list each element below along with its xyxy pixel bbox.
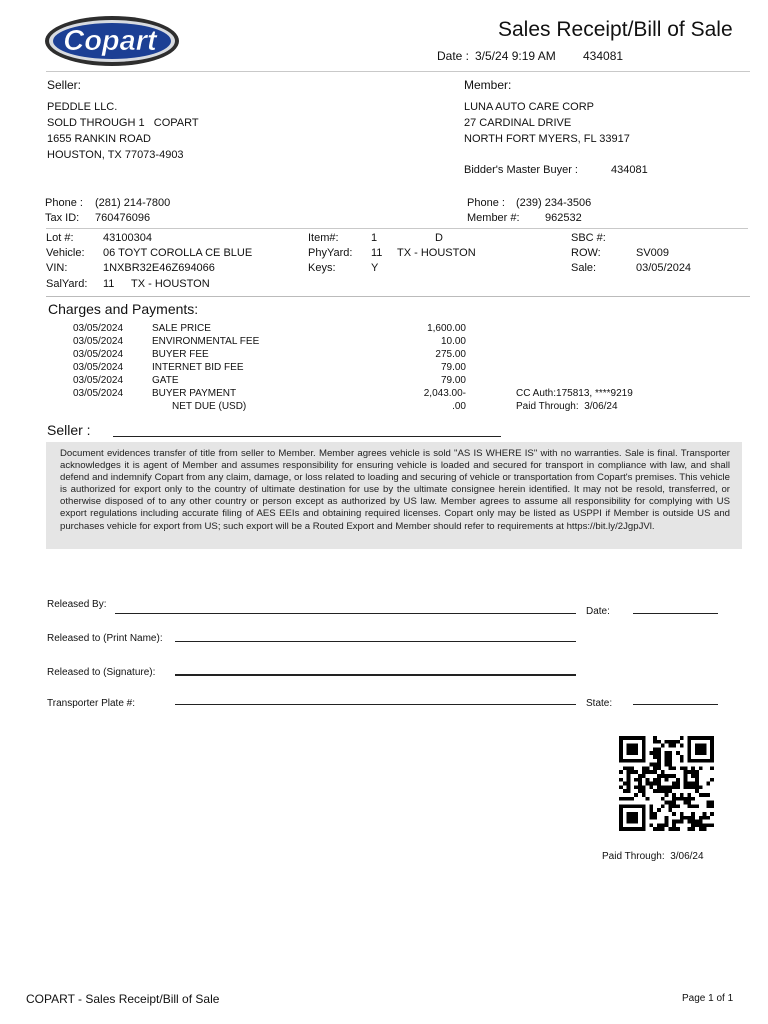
charge-amount: 1,600.00 [427, 323, 466, 334]
member-heading: Member: [464, 78, 512, 92]
phyyard-name: TX - HOUSTON [397, 247, 476, 259]
master-buyer-label: Bidder's Master Buyer : [464, 164, 578, 176]
page-number: Page 1 of 1 [682, 993, 734, 1004]
sale-date: 03/05/2024 [636, 262, 692, 274]
net-due-label: NET DUE (USD) [172, 401, 247, 412]
salyard-label: SalYard: [46, 278, 88, 290]
seller-taxid: 760476096 [95, 212, 151, 224]
paid-through: Paid Through: 3/06/24 [516, 401, 618, 412]
phyyard-label: PhyYard: [308, 247, 353, 259]
vehicle-label: Vehicle: [46, 247, 85, 259]
item-code: D [435, 232, 443, 244]
member-line: LUNA AUTO CARE CORP [464, 101, 594, 113]
seller-line: SOLD THROUGH 1 COPART [47, 117, 199, 129]
charge-description: BUYER FEE [152, 349, 209, 360]
seller-taxid-label: Tax ID: [45, 212, 80, 224]
member-number: 962532 [545, 212, 582, 224]
print-name-line[interactable] [175, 641, 576, 642]
divider [46, 71, 750, 72]
charge-note: CC Auth:175813, ****9219 [516, 388, 633, 399]
table-row [0, 374, 768, 387]
charge-amount: 2,043.00- [423, 388, 466, 399]
lot-number: 43100304 [103, 232, 152, 244]
table-row [0, 335, 768, 348]
page-title: Sales Receipt/Bill of Sale [498, 18, 733, 41]
phyyard-number: 11 [371, 247, 383, 259]
disclaimer-text: Document evidences transfer of title from seller to Member. Member agrees vehicle is sold "AS IS WHERE IS" with no warranties. Sale is final. Transporter acknowledges it is agent of Member and assumes responsibility for ensuring vehicle is loaded and secured for transport in compliance with law, and shall defend and indemnify Copart from any claim, damage, or loss related to loading and securing of vehicle or transportation from Copart's premises. This vehicle is authorized for export only to the country of ultimate destination for use by the ultimate consignee herein identified. It may not be resold, transferred, or otherwise disposed of to any other country or person except as authorized by US law. Member agrees to assume all responsibility for complying with US export regulations including accurate filing of AES EEIs and obtaining required licenses. Copart only may be listed as USPPI if Member is outside US and purchases vehicle for export from US; such export will be a Routed Export and Member should refer to requirements at https://bit.ly/2JgpJVl. [60, 448, 730, 532]
charge-description: ENVIRONMENTAL FEE [152, 336, 260, 347]
salyard-number: 11 [103, 278, 115, 290]
charge-date: 03/05/2024 [73, 323, 124, 334]
table-row [0, 348, 768, 361]
seller-phone-label: Phone : [45, 197, 83, 209]
seller-heading: Seller: [47, 78, 82, 92]
net-due-row [0, 400, 768, 413]
logo-text: Copart [63, 25, 157, 57]
copart-logo-icon [40, 14, 182, 68]
charge-date: 03/05/2024 [73, 375, 124, 386]
divider [46, 228, 748, 229]
released-by-label: Released By: [47, 599, 107, 610]
seller-line: 1655 RANKIN ROAD [47, 133, 151, 145]
charge-date: 03/05/2024 [73, 336, 124, 347]
vin-value: 1NXBR32E46Z694066 [103, 262, 215, 274]
qr-paid-through: Paid Through: 3/06/24 [602, 851, 704, 862]
table-row [0, 322, 768, 335]
charge-date: 03/05/2024 [73, 349, 124, 360]
charge-description: SALE PRICE [152, 323, 211, 334]
charge-amount: 79.00 [440, 375, 466, 386]
charge-date: 03/05/2024 [73, 362, 124, 373]
released-by-line[interactable] [115, 613, 576, 614]
date-label: Date: [586, 606, 610, 617]
qr-code [619, 736, 714, 831]
table-row [0, 361, 768, 374]
charges-heading: Charges and Payments: [48, 301, 199, 317]
sbc-label: SBC #: [571, 232, 606, 244]
receipt-number: 434081 [583, 49, 624, 63]
charge-description: BUYER PAYMENT [152, 388, 237, 399]
date-line[interactable] [633, 613, 718, 614]
row-label: ROW: [571, 247, 601, 259]
vin-label: VIN: [46, 262, 68, 274]
footer-title: COPART - Sales Receipt/Bill of Sale [26, 992, 220, 1006]
seller-phone: (281) 214-7800 [95, 197, 171, 209]
signature-label: Released to (Signature): [47, 667, 156, 678]
item-number: 1 [371, 232, 378, 244]
receipt-date: 3/5/24 9:19 AM [475, 49, 556, 63]
state-line[interactable] [633, 704, 718, 705]
net-due-amount: .00 [452, 401, 466, 412]
member-number-label: Member #: [467, 212, 520, 224]
member-phone-label: Phone : [467, 197, 505, 209]
charge-amount: 10.00 [440, 336, 466, 347]
table-row [0, 387, 768, 400]
member-line: NORTH FORT MYERS, FL 33917 [464, 133, 630, 145]
seller-signature-line[interactable] [113, 436, 501, 437]
disclaimer-box [46, 442, 742, 549]
qr-code-icon [619, 736, 714, 831]
charge-amount: 275.00 [435, 349, 466, 360]
keys-value: Y [371, 262, 379, 274]
signature-line[interactable] [175, 674, 576, 676]
seller-line: HOUSTON, TX 77073-4903 [47, 149, 184, 161]
sale-label: Sale: [571, 262, 597, 274]
lot-label: Lot #: [46, 232, 74, 244]
member-line: 27 CARDINAL DRIVE [464, 117, 572, 129]
member-phone: (239) 234-3506 [516, 197, 592, 209]
salyard-name: TX - HOUSTON [131, 278, 210, 290]
charge-date: 03/05/2024 [73, 388, 124, 399]
item-label: Item#: [308, 232, 339, 244]
plate-line[interactable] [175, 704, 576, 705]
charges-table [0, 322, 768, 417]
state-label: State: [586, 698, 613, 709]
charge-description: INTERNET BID FEE [152, 362, 244, 373]
master-buyer-value: 434081 [611, 164, 648, 176]
plate-label: Transporter Plate #: [47, 698, 136, 709]
print-name-label: Released to (Print Name): [47, 633, 163, 644]
charge-description: GATE [152, 375, 179, 386]
charge-amount: 79.00 [440, 362, 466, 373]
row-value: SV009 [636, 247, 670, 259]
seller-signature-label: Seller : [47, 422, 91, 438]
receipt-date-label: Date : [437, 49, 470, 63]
seller-line: PEDDLE LLC. [47, 101, 118, 113]
keys-label: Keys: [308, 262, 336, 274]
copart-logo [40, 14, 182, 68]
vehicle-description: 06 TOYT COROLLA CE BLUE [103, 247, 253, 259]
divider [46, 296, 750, 297]
